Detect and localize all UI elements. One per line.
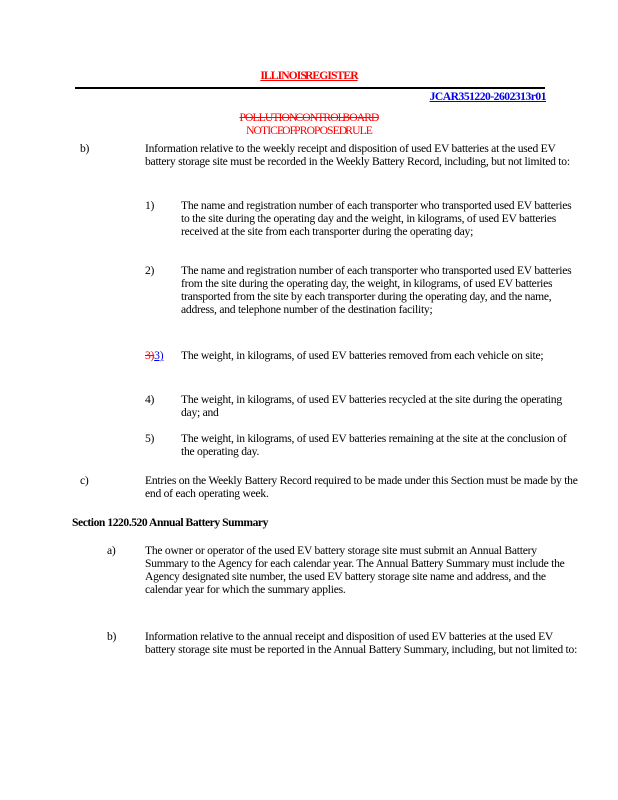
- item-text: The name and registration number of each transporter who transported used EV batteries from the site during the operating day, the weight, in kilograms, of used EV batteries transported from the site by each transporter during the operating day, and the name, address, and telephone number of the destination facility;: [181, 264, 572, 316]
- item-label: 4): [145, 393, 155, 406]
- list-item-4: [0, 393, 618, 419]
- inserted-item-number: 3): [154, 349, 164, 362]
- list-item-5: [0, 432, 618, 458]
- item-text: The weight, in kilograms, of used EV batteries recycled at the site during the operating day; and: [181, 393, 562, 419]
- item-label: 5): [145, 432, 155, 445]
- board-name: POLLUTION CONTROL BOARD: [239, 111, 379, 124]
- paragraph-text: Information relative to the weekly receipt and disposition of used EV batteries at the used EV battery storage site must be recorded in the Weekly Battery Record, including, but not limited to:: [145, 142, 570, 168]
- jcar-link-row: [0, 90, 546, 103]
- paragraph-c-weekly: [0, 474, 618, 500]
- paragraph-a-annual: [0, 544, 618, 596]
- paragraph-label: a): [107, 544, 116, 557]
- item-label-redline: [145, 349, 163, 362]
- list-item-1: [0, 199, 618, 238]
- list-item-2: [0, 264, 618, 316]
- header-rule: [75, 87, 545, 89]
- register-title: ILLINOIS REGISTER: [260, 69, 358, 82]
- paragraph-text: The owner or operator of the used EV battery storage site must submit an Annual Battery Summary to the Agency for each calendar year. The Annual Battery Summary must include the Agency designated site number, the used EV battery storage site name and address, and the calendar year for which the summary applies.: [145, 544, 565, 596]
- paragraph-b-weekly: [0, 142, 618, 168]
- item-text: The weight, in kilograms, of used EV batteries removed from each vehicle on site;: [181, 349, 544, 362]
- item-text: The weight, in kilograms, of used EV batteries remaining at the site at the conclusion of the operating day.: [181, 432, 567, 458]
- jcar-link[interactable]: JCAR351220-2602313r01: [429, 90, 546, 103]
- notice-title: NOTICE OF PROPOSED RULE: [246, 124, 372, 137]
- item-text: The name and registration number of each transporter who transported used EV batteries to the site during the operating day and the weight, in kilograms, of used EV batteries received at the site from each transporter during the operating day;: [181, 199, 572, 238]
- deleted-item-number: 3): [145, 349, 155, 362]
- item-label: 1): [145, 199, 155, 212]
- list-item-3: [0, 349, 618, 362]
- paragraph-text: Entries on the Weekly Battery Record required to be made under this Section must be made by the end of each operating week.: [145, 474, 578, 500]
- paragraph-b-annual: [0, 630, 618, 656]
- section-heading: Section 1220.520 Annual Battery Summary: [72, 516, 268, 529]
- paragraph-text: Information relative to the annual receipt and disposition of used EV batteries at the used EV battery storage site must be reported in the Annual Battery Summary, including, but not limited to:: [145, 630, 578, 656]
- paragraph-label: b): [80, 142, 90, 155]
- item-label: 2): [145, 264, 155, 277]
- paragraph-label: b): [107, 630, 117, 643]
- paragraph-label: c): [80, 474, 89, 487]
